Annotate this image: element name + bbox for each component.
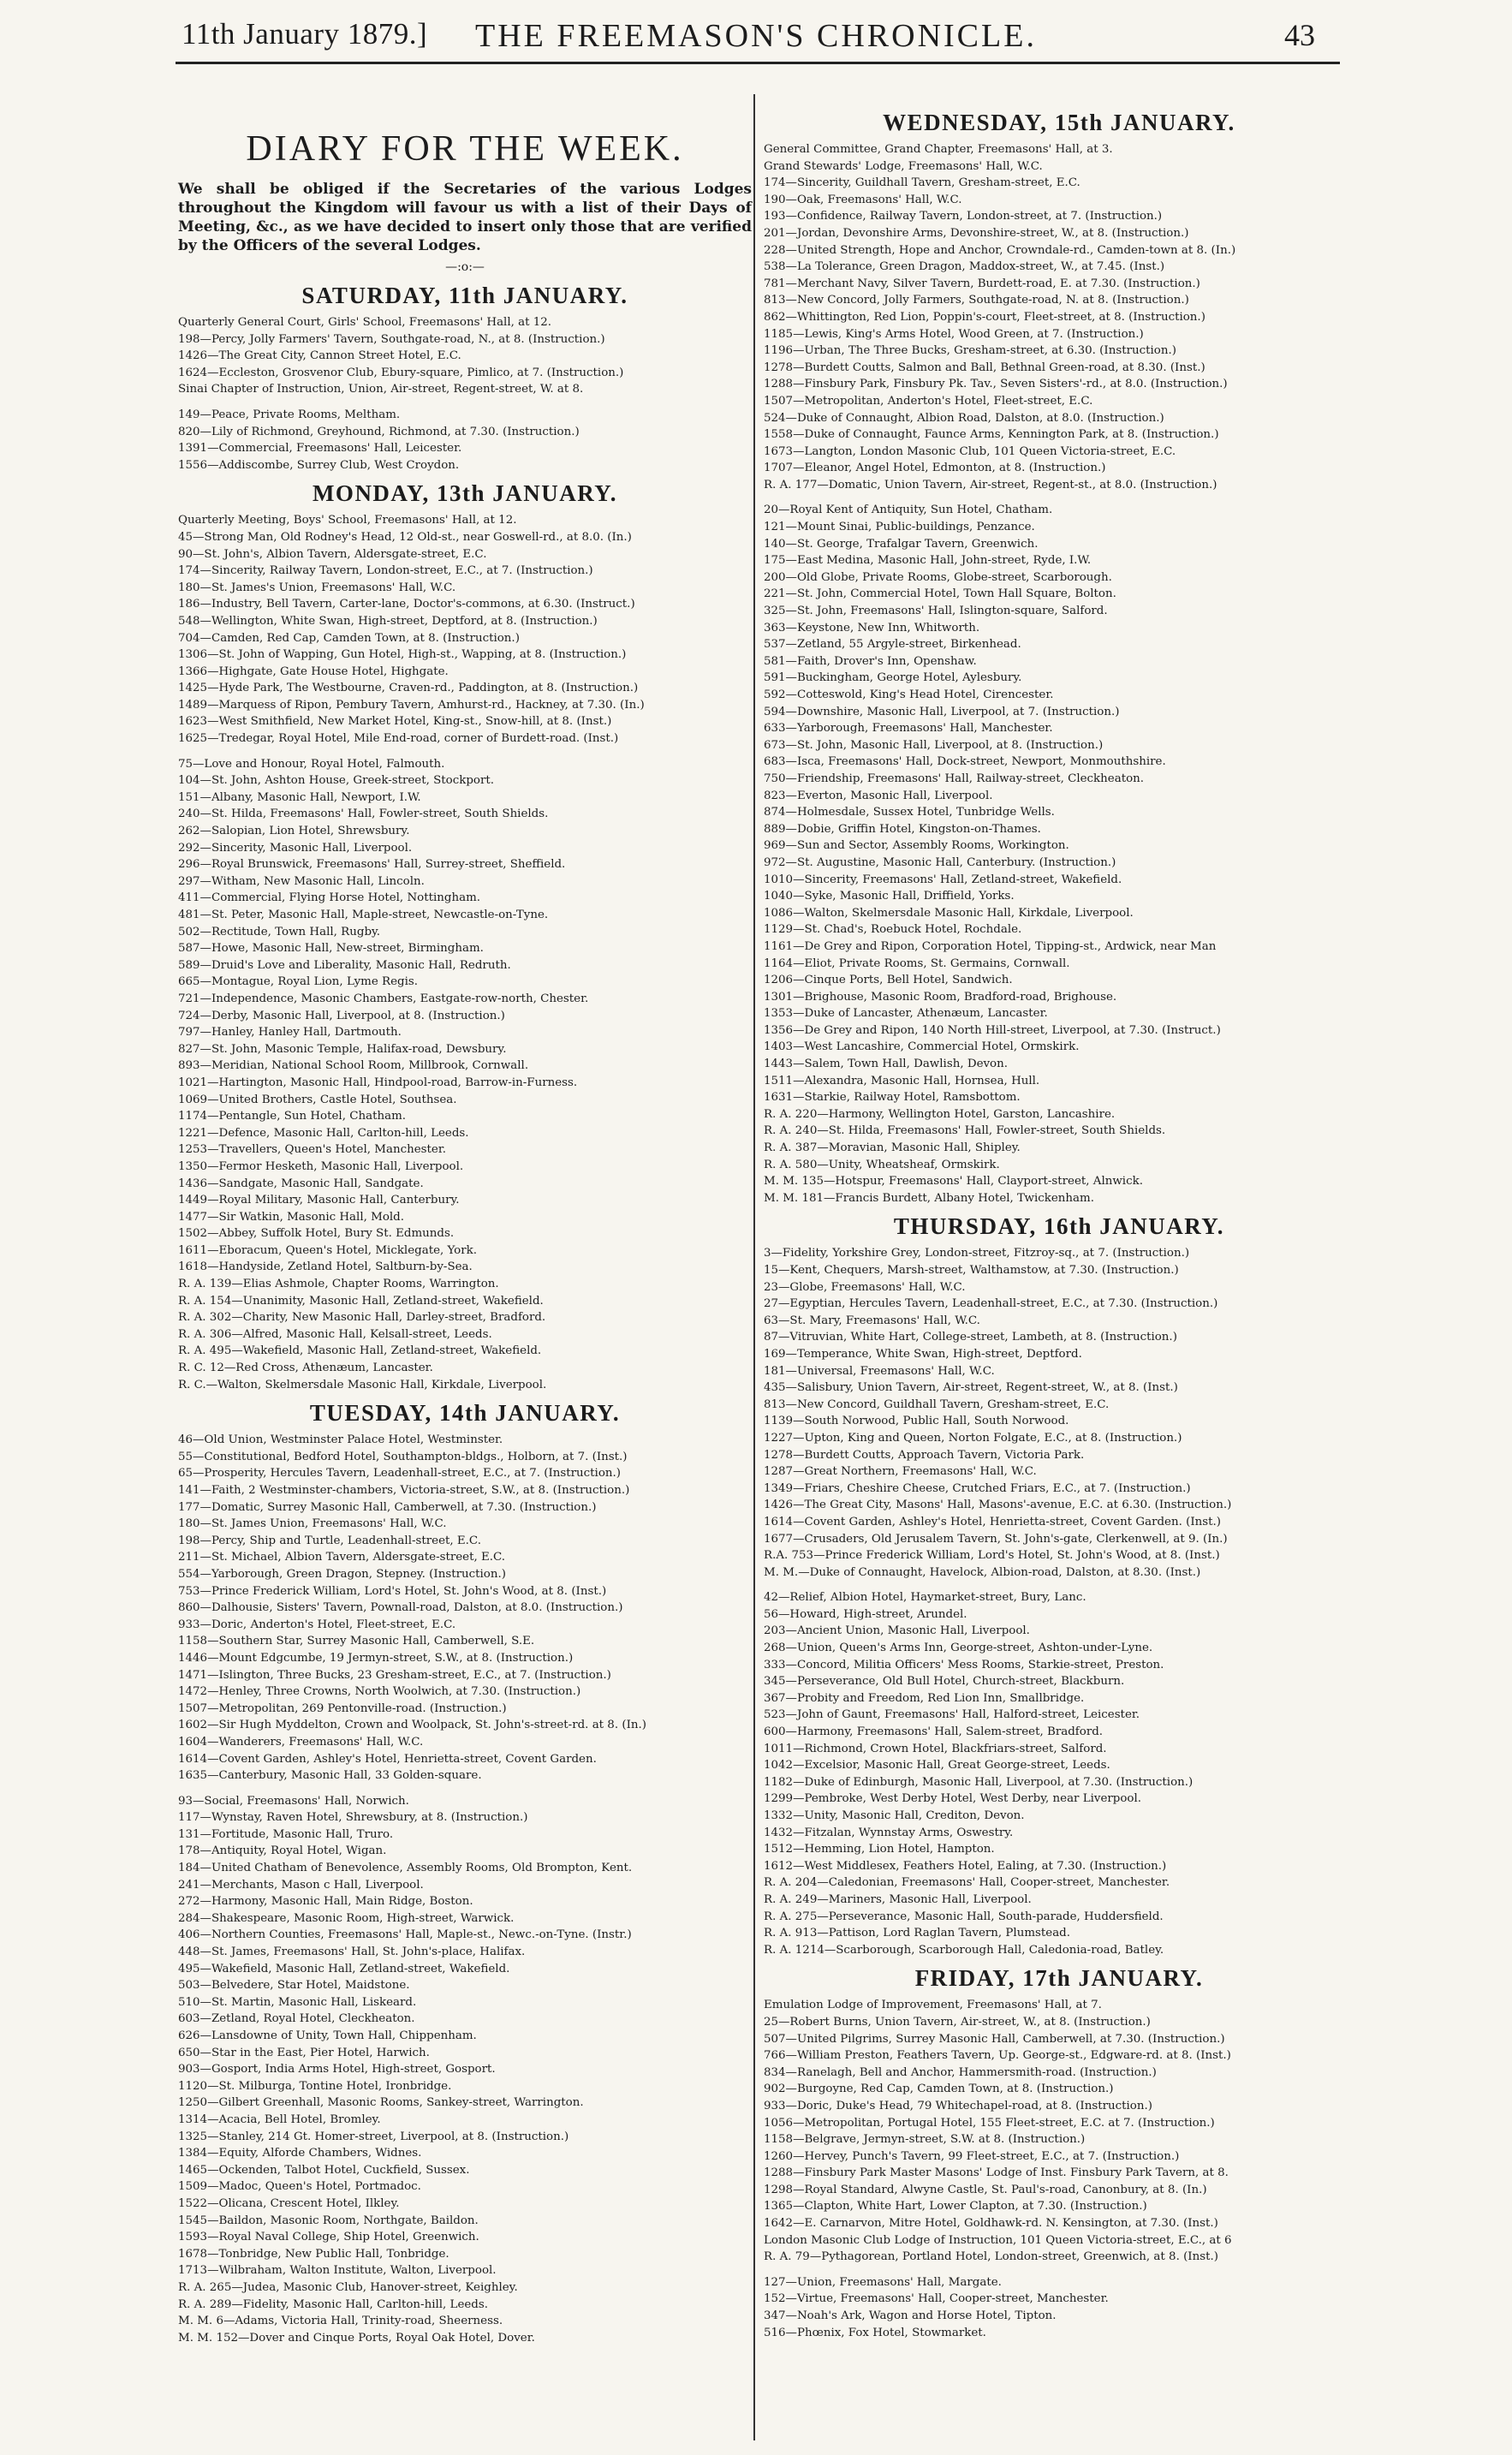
lodge-entry: 933—Doric, Anderton's Hotel, Fleet-street, E.C.	[178, 1618, 456, 1631]
lodge-entry: R. A. 289—Fidelity, Masonic Hall, Carlton-hill, Leeds.	[178, 2297, 489, 2311]
lodge-entry: 23—Globe, Freemasons' Hall, W.C.	[764, 1280, 966, 1294]
lodge-entry: 827—St. John, Masonic Temple, Halifax-road, Dewsbury.	[178, 1042, 507, 1056]
lodge-entry: M. M.—Duke of Connaught, Havelock, Albion-road, Dalston, at 8.30. (Inst.)	[764, 1565, 1201, 1579]
lodge-entry: 591—Buckingham, George Hotel, Aylesbury.	[764, 671, 1022, 685]
lodge-entry: 1301—Brighouse, Masonic Room, Bradford-road, Brighouse.	[764, 990, 1117, 1004]
lodge-entry: 600—Harmony, Freemasons' Hall, Salem-street, Bradford.	[764, 1725, 1104, 1739]
lodge-entry: 1446—Mount Edgcumbe, 19 Jermyn-street, S.W., at 8. (Instruction.)	[178, 1651, 574, 1665]
lodge-entry: 345—Perseverance, Old Bull Hotel, Church-street, Blackburn.	[764, 1675, 1125, 1689]
lodge-entry: 272—Harmony, Masonic Hall, Main Ridge, Boston.	[178, 1895, 473, 1909]
lodge-entry: 177—Domatic, Surrey Masonic Hall, Camberwell, at 7.30. (Instruction.)	[178, 1500, 597, 1514]
lodge-entry: 175—East Medina, Masonic Hall, John-street, Ryde, I.W.	[764, 554, 1092, 568]
lodge-entry: 1227—Upton, King and Queen, Norton Folgate, E.C., at 8. (Instruction.)	[764, 1431, 1182, 1445]
lodge-entry: Quarterly General Court, Girls' School, Freemasons' Hall, at 12.	[178, 316, 552, 329]
lodge-entry: R. A. 204—Caledonian, Freemasons' Hall, Cooper-street, Manchester.	[764, 1876, 1170, 1890]
lodge-entry: R. A. 1214—Scarborough, Scarborough Hall, Caledonia-road, Batley.	[764, 1943, 1164, 1957]
lodge-entry: 198—Percy, Ship and Turtle, Leadenhall-street, E.C.	[178, 1534, 481, 1547]
lodge-entry: 481—St. Peter, Masonic Hall, Maple-street, Newcastle-on-Tyne.	[178, 909, 549, 921]
lodge-entry: Quarterly Meeting, Boys' School, Freemasons' Hall, at 12.	[178, 514, 517, 527]
lodge-entry: M. M. 181—Francis Burdett, Albany Hotel, Twickenham.	[764, 1191, 1094, 1205]
lodge-entry: 1164—Eliot, Private Rooms, St. Germains, Cornwall.	[764, 956, 1070, 970]
lodge-entry: Sinai Chapter of Instruction, Union, Air-street, Regent-street, W. at 8.	[178, 383, 584, 396]
lodge-entry: 1611—Eboracum, Queen's Hotel, Micklegate, York.	[178, 1243, 478, 1257]
lodge-entry: 90—St. John's, Albion Tavern, Aldersgate-street, E.C.	[178, 547, 487, 561]
lodge-entry: 1443—Salem, Town Hall, Dawlish, Devon.	[764, 1058, 1009, 1071]
issue-date: 11th January 1879.]	[182, 17, 428, 51]
lodge-entry: 813—New Concord, Jolly Farmers, Southgate-road, N. at 8. (Instruction.)	[764, 294, 1189, 307]
lodge-entry: 1010—Sincerity, Freemasons' Hall, Zetland-street, Wakefield.	[764, 873, 1122, 886]
lodge-entry: R. A. 154—Unanimity, Masonic Hall, Zetland-street, Wakefield.	[178, 1294, 544, 1308]
lodge-entry: 174—Sincerity, Guildhall Tavern, Gresham-street, E.C.	[764, 176, 1080, 190]
lodge-entry: 1040—Syke, Masonic Hall, Driffield, Yorks.	[764, 890, 1015, 903]
lodge-entry: 860—Dalhousie, Sisters' Tavern, Pownall-road, Dalston, at 8.0. (Instruction.)	[178, 1601, 623, 1615]
lodge-entry: 1260—Hervey, Punch's Tavern, 99 Fleet-street, E.C., at 7. (Instruction.)	[764, 2149, 1180, 2163]
lodge-entry: 1353—Duke of Lancaster, Athenæum, Lancaster.	[764, 1007, 1048, 1021]
lodge-entry: 1512—Hemming, Lion Hotel, Hampton.	[764, 1843, 995, 1856]
lodge-entry: R. A. 275—Perseverance, Masonic Hall, South-parade, Huddersfield.	[764, 1910, 1164, 1923]
lodge-entry: 1502—Abbey, Suffolk Hotel, Bury St. Edmunds.	[178, 1227, 455, 1241]
lodge-entry: 1278—Burdett Coutts, Approach Tavern, Victoria Park.	[764, 1448, 1085, 1462]
lodge-entry: 284—Shakespeare, Masonic Room, High-street, Warwick.	[178, 1911, 515, 1925]
lodge-entry: M. M. 6—Adams, Victoria Hall, Trinity-road, Sheerness.	[178, 2315, 503, 2328]
lodge-entry: 1507—Metropolitan, Anderton's Hotel, Fleet-street, E.C.	[764, 394, 1093, 408]
lodge-entry: 1139—South Norwood, Public Hall, South Norwood.	[764, 1415, 1069, 1428]
group-spacer	[764, 2266, 1354, 2274]
group-spacer	[764, 493, 1354, 502]
lodge-entry: 524—Duke of Connaught, Albion Road, Dalston, at 8.0. (Instruction.)	[764, 411, 1164, 425]
lodge-entry: 325—St. John, Freemasons' Hall, Islington-square, Salford.	[764, 605, 1108, 618]
lodge-entry: 1129—St. Chad's, Roebuck Hotel, Rochdale.	[764, 923, 1022, 937]
lodge-entry: 1299—Pembroke, West Derby Hotel, West Derby, near Liverpool.	[764, 1792, 1142, 1806]
lodge-entry: 46—Old Union, Westminster Palace Hotel, Westminster.	[178, 1433, 503, 1447]
lodge-entry: 228—United Strength, Hope and Anchor, Crowndale-rd., Camden-town at 8. (In.)	[764, 243, 1236, 257]
lodge-entry: 1449—Royal Military, Masonic Hall, Canterbury.	[178, 1194, 460, 1207]
lodge-entry: 589—Druid's Love and Liberality, Masonic Hall, Redruth.	[178, 958, 511, 972]
lodge-entry: 1625—Tredegar, Royal Hotel, Mile End-road, corner of Burdett-road. (Inst.)	[178, 732, 619, 746]
lodge-entry: 268—Union, Queen's Arms Inn, George-street, Ashton-under-Lyne.	[764, 1642, 1153, 1655]
lodge-entry: 140—St. George, Trafalgar Tavern, Greenwich.	[764, 537, 1039, 551]
lodge-entry: 201—Jordan, Devonshire Arms, Devonshire-street, W., at 8. (Instruction.)	[764, 226, 1189, 240]
lodge-entry: 548—Wellington, White Swan, High-street, Deptford, at 8. (Instruction.)	[178, 614, 598, 628]
diary-intro: We shall be obliged if the Secretaries of the various Lodges throughout the Kingdom will favour us with a list of their Days of Meeting, &c., as we have decided to insert only those that are verified by the Officers of the several Lodges.	[178, 181, 752, 254]
lodge-entry: 180—St. James's Union, Freemasons' Hall, W.C.	[178, 581, 456, 594]
lodge-entry: 1287—Great Northern, Freemasons' Hall, W.C.	[764, 1465, 1037, 1479]
lodge-entry: 1278—Burdett Coutts, Salmon and Ball, Bethnal Green-road, at 8.30. (Inst.)	[764, 361, 1205, 374]
lodge-entry: 363—Keystone, New Inn, Whitworth.	[764, 621, 980, 635]
lodge-entry: R. A. 495—Wakefield, Masonic Hall, Zetland-street, Wakefield.	[178, 1344, 542, 1358]
lodge-entry: 603—Zetland, Royal Hotel, Cleckheaton.	[178, 2012, 415, 2026]
lodge-entry: 1618—Handyside, Zetland Hotel, Saltburn-by-Sea.	[178, 1260, 473, 1274]
lodge-entry: 502—Rectitude, Town Hall, Rugby.	[178, 925, 381, 939]
lodge-entry: 1713—Wilbraham, Walton Institute, Walton, Liverpool.	[178, 2264, 497, 2278]
lodge-entry: 241—Merchants, Mason c Hall, Liverpool.	[178, 1878, 424, 1892]
lodge-entry: 169—Temperance, White Swan, High-street, Deptford.	[764, 1347, 1082, 1361]
lodge-entry: R. A. 177—Domatic, Union Tavern, Air-street, Regent-st., at 8.0. (Instruction.)	[764, 478, 1217, 492]
lodge-entry: 1174—Pentangle, Sun Hotel, Chatham.	[178, 1110, 407, 1123]
lodge-entry: 180—St. James Union, Freemasons' Hall, W.C.	[178, 1517, 447, 1531]
lodge-entry: 1325—Stanley, 214 Gt. Homer-street, Liverpool, at 8. (Instruction.)	[178, 2130, 569, 2143]
lodge-entry: 1426—The Great City, Cannon Street Hotel, E.C.	[178, 349, 461, 363]
lodge-entry: 435—Salisbury, Union Tavern, Air-street, Regent-street, W., at 8. (Inst.)	[764, 1381, 1178, 1395]
lodge-entry: 753—Prince Frederick William, Lord's Hotel, St. John's Wood, at 8. (Inst.)	[178, 1584, 607, 1598]
lodge-entry: 1471—Islington, Three Bucks, 23 Gresham-street, E.C., at 7. (Instruction.)	[178, 1668, 611, 1682]
lodge-entry: 1556—Addiscombe, Surrey Club, West Croydon.	[178, 458, 460, 472]
lodge-entry: 587—Howe, Masonic Hall, New-street, Birmingham.	[178, 942, 484, 956]
lodge-entry: 87—Vitruvian, White Hart, College-street, Lambeth, at 8. (Instruction.)	[764, 1331, 1177, 1344]
lodge-entry: 592—Cotteswold, King's Head Hotel, Cirencester.	[764, 688, 1054, 701]
lodge-entry: 190—Oak, Freemasons' Hall, W.C.	[764, 193, 962, 206]
lodge-entry: R. A. 306—Alfred, Masonic Hall, Kelsall-street, Leeds.	[178, 1327, 492, 1341]
lodge-entry: 211—St. Michael, Albion Tavern, Aldersgate-street, E.C.	[178, 1551, 506, 1564]
lodge-entry: 45—Strong Man, Old Rodney's Head, 12 Old-st., near Goswell-rd., at 8.0. (In.)	[178, 530, 632, 544]
lodge-entry: 781—Merchant Navy, Silver Tavern, Burdett-road, E. at 7.30. (Instruction.)	[764, 277, 1200, 290]
lodge-entry: 1614—Covent Garden, Ashley's Hotel, Henrietta-street, Covent Garden. (Inst.)	[764, 1515, 1221, 1528]
lodge-entry: 1593—Royal Naval College, Ship Hotel, Greenwich.	[178, 2231, 479, 2244]
lodge-entry: 1425—Hyde Park, The Westbourne, Craven-rd., Paddington, at 8. (Instruction.)	[178, 682, 639, 695]
lodge-entry: 1120—St. Milburga, Tontine Hotel, Ironbridge.	[178, 2079, 452, 2093]
lodge-entry: 594—Downshire, Masonic Hall, Liverpool, at 7. (Instruction.)	[764, 705, 1120, 718]
lodge-entry: 766—William Preston, Feathers Tavern, Up. George-st., Edgware-rd. at 8. (Inst.)	[764, 2049, 1231, 2063]
lodge-entry: 516—Phœnix, Fox Hotel, Stowmarket.	[764, 2326, 986, 2339]
lodge-entry: 240—St. Hilda, Freemasons' Hall, Fowler-street, South Shields.	[178, 807, 549, 821]
lodge-entry: 893—Meridian, National School Room, Millbrook, Cornwall.	[178, 1059, 529, 1073]
lodge-entry: 1356—De Grey and Ripon, 140 North Hill-street, Liverpool, at 7.30. (Instruct.)	[764, 1023, 1221, 1037]
column-divider	[753, 94, 755, 2440]
day-heading: WEDNESDAY, 15th JANUARY.	[883, 110, 1235, 135]
lodge-entry: 554—Yarborough, Green Dragon, Stepney. (Instruction.)	[178, 1567, 506, 1581]
lodge-entry: 665—Montague, Royal Lion, Lyme Regis.	[178, 975, 419, 989]
section-thursday	[764, 1213, 1354, 1958]
left-column	[178, 128, 752, 2346]
lodge-entry: 1558—Duke of Connaught, Faunce Arms, Kennington Park, at 8. (Instruction.)	[764, 428, 1219, 442]
lodge-entry: 1350—Fermor Hesketh, Masonic Hall, Liverpool.	[178, 1159, 464, 1173]
lodge-entry: 121—Mount Sinai, Public-buildings, Penzance.	[764, 521, 1035, 534]
lodge-entry: 127—Union, Freemasons' Hall, Margate.	[764, 2275, 1002, 2289]
lodge-entry: R. A. 240—St. Hilda, Freemasons' Hall, Fowler-street, South Shields.	[764, 1124, 1166, 1138]
lodge-entry: 903—Gosport, India Arms Hotel, High-street, Gosport.	[178, 2063, 496, 2077]
lodge-entry: 1306—St. John of Wapping, Gun Hotel, High-st., Wapping, at 8. (Instruction.)	[178, 648, 627, 662]
lodge-entry: General Committee, Grand Chapter, Freemasons' Hall, at 3.	[764, 143, 1113, 156]
lodge-entry: 20—Royal Kent of Antiquity, Sun Hotel, Chatham.	[764, 504, 1053, 517]
lodge-entry: 203—Ancient Union, Masonic Hall, Liverpool.	[764, 1624, 1030, 1638]
ornament-divider: —:o:—	[445, 260, 485, 274]
lodge-entry: 1673—Langton, London Masonic Club, 101 Queen Victoria-street, E.C.	[764, 444, 1176, 458]
lodge-entry: R. C.—Walton, Skelmersdale Masonic Hall, Kirkdale, Liverpool.	[178, 1378, 547, 1391]
lodge-entry: 1158—Belgrave, Jermyn-street, S.W. at 8. (Instruction.)	[764, 2133, 1086, 2147]
lodge-entry: 933—Doric, Duke's Head, 79 Whitechapel-road, at 8. (Instruction.)	[764, 2099, 1152, 2112]
day-heading: SATURDAY, 11th JANUARY.	[301, 283, 628, 308]
lodge-entry: Emulation Lodge of Improvement, Freemasons' Hall, at 7.	[764, 1999, 1102, 2012]
lodge-entry: 1614—Covent Garden, Ashley's Hotel, Henrietta-street, Covent Garden.	[178, 1752, 597, 1766]
lodge-entry: 1196—Urban, The Three Bucks, Gresham-street, at 6.30. (Instruction.)	[764, 344, 1176, 358]
lodge-entry: 1436—Sandgate, Masonic Hall, Sandgate.	[178, 1177, 424, 1190]
day-heading: TUESDAY, 14th JANUARY.	[309, 1400, 621, 1427]
lodge-entry: 650—Star in the East, Pier Hotel, Harwich.	[178, 2046, 430, 2059]
lodge-entry: 55—Constitutional, Bedford Hotel, Southampton-bldgs., Holborn, at 7. (Inst.)	[178, 1450, 628, 1463]
lodge-entry: 1365—Clapton, White Hart, Lower Clapton, at 7.30. (Instruction.)	[764, 2200, 1147, 2214]
lodge-entry: 834—Ranelagh, Bell and Anchor, Hammersmith-road. (Instruction.)	[764, 2065, 1157, 2079]
lodge-entry: 1489—Marquess of Ripon, Pembury Tavern, Amhurst-rd., Hackney, at 7.30. (In.)	[178, 698, 645, 712]
right-column	[764, 103, 1354, 2341]
lodge-entry: 131—Fortitude, Masonic Hall, Truro.	[178, 1827, 394, 1841]
lodge-entry: 1472—Henley, Three Crowns, North Woolwich, at 7.30. (Instruction.)	[178, 1685, 581, 1699]
lodge-entry: 448—St. James, Freemasons' Hall, St. John's-place, Halifax.	[178, 1946, 526, 1959]
lodge-entry: 1314—Acacia, Bell Hotel, Bromley.	[178, 2112, 381, 2126]
lodge-entry: 1642—E. Carnarvon, Mitre Hotel, Goldhawk-rd. N. Kensington, at 7.30. (Inst.)	[764, 2217, 1218, 2231]
lodge-entry: 1250—Gilbert Greenhall, Masonic Rooms, Sankey-street, Warrington.	[178, 2096, 584, 2110]
lodge-entry: R. A. 220—Harmony, Wellington Hotel, Garston, Lancashire.	[764, 1107, 1116, 1121]
lodge-entry: 626—Lansdowne of Unity, Town Hall, Chippenham.	[178, 2029, 477, 2042]
lodge-entry: 193—Confidence, Railway Tavern, London-street, at 7. (Instruction.)	[764, 210, 1163, 223]
lodge-entry: 15—Kent, Chequers, Marsh-street, Walthamstow, at 7.30. (Instruction.)	[764, 1264, 1179, 1277]
lodge-entry: 1021—Hartington, Masonic Hall, Hindpool-road, Barrow-in-Furness.	[178, 1076, 578, 1089]
lodge-entry: 1206—Cinque Ports, Bell Hotel, Sandwich.	[764, 974, 1013, 987]
lodge-entry: 149—Peace, Private Rooms, Meltham.	[178, 408, 401, 421]
lodge-entry: 1604—Wanderers, Freemasons' Hall, W.C.	[178, 1735, 424, 1749]
lodge-entry: 1545—Baildon, Masonic Room, Northgate, Baildon.	[178, 2214, 479, 2227]
day-heading: FRIDAY, 17th JANUARY.	[914, 1965, 1204, 1992]
lodge-entry: 1509—Madoc, Queen's Hotel, Portmadoc.	[178, 2180, 421, 2194]
lodge-entry: 1384—Equity, Alforde Chambers, Widnes.	[178, 2147, 422, 2160]
lodge-entry: 151—Albany, Masonic Hall, Newport, I.W.	[178, 790, 421, 804]
lodge-entry: 152—Virtue, Freemasons' Hall, Cooper-street, Manchester.	[764, 2292, 1109, 2306]
lodge-entry: 117—Wynstay, Raven Hotel, Shrewsbury, at 8. (Instruction.)	[178, 1811, 528, 1825]
day-heading: THURSDAY, 16th JANUARY.	[893, 1213, 1225, 1240]
lodge-entry: Grand Stewards' Lodge, Freemasons' Hall, W.C.	[764, 159, 1043, 173]
lodge-entry: 1678—Tonbridge, New Public Hall, Tonbridge.	[178, 2247, 449, 2261]
lodge-entry: 1253—Travellers, Queen's Hotel, Manchester.	[178, 1143, 447, 1157]
lodge-entry: 969—Sun and Sector, Assembly Rooms, Workington.	[764, 839, 1069, 853]
lodge-entry: 25—Robert Burns, Union Tavern, Air-street, W., at 8. (Instruction.)	[764, 2015, 1151, 2029]
lodge-entry: 411—Commercial, Flying Horse Hotel, Nottingham.	[178, 891, 481, 905]
lodge-entry: 104—St. John, Ashton House, Greek-street, Stockport.	[178, 774, 495, 788]
lodge-entry: 1086—Walton, Skelmersdale Masonic Hall, Kirkdale, Liverpool.	[764, 906, 1134, 920]
group-spacer	[178, 1785, 752, 1793]
lodge-entry: 537—Zetland, 55 Argyle-street, Birkenhead.	[764, 638, 1021, 652]
lodge-entry: 1288—Finsbury Park Master Masons' Lodge of Inst. Finsbury Park Tavern, at 8.	[764, 2166, 1229, 2180]
lodge-entry: 1465—Ockenden, Talbot Hotel, Cuckfield, Sussex.	[178, 2163, 470, 2177]
lodge-entry: 262—Salopian, Lion Hotel, Shrewsbury.	[178, 825, 410, 838]
section-saturday	[178, 283, 752, 474]
lodge-entry: 221—St. John, Commercial Hotel, Town Hall Square, Bolton.	[764, 587, 1116, 601]
lodge-entry: R. A. 265—Judea, Masonic Club, Hanover-street, Keighley.	[178, 2280, 518, 2294]
lodge-entry: 1332—Unity, Masonic Hall, Crediton, Devon.	[764, 1809, 1025, 1822]
lodge-entry: 750—Friendship, Freemasons' Hall, Railway-street, Cleckheaton.	[764, 772, 1145, 785]
lodge-entry: 1182—Duke of Edinburgh, Masonic Hall, Liverpool, at 7.30. (Instruction.)	[764, 1775, 1194, 1789]
lodge-entry: 673—St. John, Masonic Hall, Liverpool, at 8. (Instruction.)	[764, 738, 1104, 752]
lodge-entry: 704—Camden, Red Cap, Camden Town, at 8. (Instruction.)	[178, 631, 520, 645]
lodge-entry: 889—Dobie, Griffin Hotel, Kingston-on-Thames.	[764, 822, 1041, 836]
lodge-entry: R. A. 302—Charity, New Masonic Hall, Darley-street, Bradford.	[178, 1311, 546, 1325]
lodge-entry: 181—Universal, Freemasons' Hall, W.C.	[764, 1364, 995, 1378]
lodge-entry: R. A. 139—Elias Ashmole, Chapter Rooms, Warrington.	[178, 1278, 499, 1291]
lodge-entry: 296—Royal Brunswick, Freemasons' Hall, Surrey-street, Sheffield.	[178, 858, 566, 872]
lodge-entry: 141—Faith, 2 Westminster-chambers, Victoria-street, S.W., at 8. (Instruction.)	[178, 1484, 630, 1497]
lodge-entry: 1391—Commercial, Freemasons' Hall, Leicester.	[178, 442, 462, 456]
lodge-entry: 1221—Defence, Masonic Hall, Carlton-hill, Leeds.	[178, 1126, 469, 1140]
lodge-entry: 56—Howard, High-street, Arundel.	[764, 1607, 967, 1621]
header-rule	[176, 62, 1340, 64]
lodge-entry: 523—John of Gaunt, Freemasons' Hall, Halford-street, Leicester.	[764, 1708, 1140, 1722]
section-wednesday	[764, 110, 1354, 1207]
lodge-entry: 1677—Crusaders, Old Jerusalem Tavern, St. John's-gate, Clerkenwell, at 9. (In.)	[764, 1532, 1228, 1546]
lodge-entry: 1707—Eleanor, Angel Hotel, Edmonton, at 8. (Instruction.)	[764, 462, 1106, 475]
lodge-entry: 200—Old Globe, Private Rooms, Globe-street, Scarborough.	[764, 570, 1112, 584]
lodge-entry: R. A. 79—Pythagorean, Portland Hotel, London-street, Greenwich, at 8. (Inst.)	[764, 2250, 1218, 2264]
lodge-entry: 178—Antiquity, Royal Hotel, Wigan.	[178, 1844, 387, 1858]
lodge-entry: 1011—Richmond, Crown Hotel, Blackfriars-street, Salford.	[764, 1742, 1107, 1755]
lodge-entry: 1288—Finsbury Park, Finsbury Pk. Tav., Seven Sisters'-rd., at 8.0. (Instruction.)	[764, 378, 1228, 391]
lodge-entry: M. M. 135—Hotspur, Freemasons' Hall, Clayport-street, Alnwick.	[764, 1175, 1143, 1189]
lodge-entry: M. M. 152—Dover and Cinque Ports, Royal Oak Hotel, Dover.	[178, 2331, 535, 2345]
lodge-entry: R.A. 753—Prince Frederick William, Lord's Hotel, St. John's Wood, at 8. (Inst.)	[764, 1549, 1220, 1563]
lodge-entry: 874—Holmesdale, Sussex Hotel, Tunbridge Wells.	[764, 806, 1055, 819]
section-friday	[764, 1965, 1354, 2341]
lodge-entry: R. A. 580—Unity, Wheatsheaf, Ormskirk.	[764, 1158, 1000, 1171]
lodge-entry: 1432—Fitzalan, Wynnstay Arms, Oswestry.	[764, 1826, 1014, 1839]
lodge-entry: 820—Lily of Richmond, Greyhound, Richmond, at 7.30. (Instruction.)	[178, 425, 580, 438]
lodge-entry: 174—Sincerity, Railway Tavern, London-street, E.C., at 7. (Instruction.)	[178, 564, 593, 578]
lodge-entry: 297—Witham, New Masonic Hall, Lincoln.	[178, 874, 425, 888]
lodge-entry: 902—Burgoyne, Red Cap, Camden Town, at 8. (Instruction.)	[764, 2083, 1114, 2096]
lodge-entry: 633—Yarborough, Freemasons' Hall, Manchester.	[764, 722, 1053, 736]
lodge-entry: 972—St. Augustine, Masonic Hall, Canterbury. (Instruction.)	[764, 855, 1116, 869]
lodge-entry: 1366—Highgate, Gate House Hotel, Highgate.	[178, 664, 449, 678]
lodge-entry: R. A. 249—Mariners, Masonic Hall, Liverpool.	[764, 1892, 1032, 1906]
diary-title: DIARY FOR THE WEEK.	[246, 129, 684, 169]
group-spacer	[178, 398, 752, 407]
lodge-entry: 1511—Alexandra, Masonic Hall, Hornsea, Hull.	[764, 1074, 1040, 1087]
day-heading: MONDAY, 13th JANUARY.	[312, 480, 618, 507]
lodge-entry: 1349—Friars, Cheshire Cheese, Crutched Friars, E.C., at 7. (Instruction.)	[764, 1481, 1191, 1495]
lodge-entry: 495—Wakefield, Masonic Hall, Zetland-street, Wakefield.	[178, 1962, 510, 1975]
lodge-entry: 507—United Pilgrims, Surrey Masonic Hall, Camberwell, at 7.30. (Instruction.)	[764, 2032, 1225, 2046]
lodge-entry: 721—Independence, Masonic Chambers, Eastgate-row-north, Chester.	[178, 992, 589, 1005]
lodge-entry: 797—Hanley, Hanley Hall, Dartmouth.	[178, 1026, 402, 1040]
lodge-entry: 1056—Metropolitan, Portugal Hotel, 155 Fleet-street, E.C. at 7. (Instruction.)	[764, 2116, 1215, 2130]
lodge-entry: R. C. 12—Red Cross, Athenæum, Lancaster.	[178, 1362, 433, 1375]
lodge-entry: R. A. 913—Pattison, Lord Raglan Tavern, Plumstead.	[764, 1927, 1071, 1940]
lodge-entry: 724—Derby, Masonic Hall, Liverpool, at 8. (Instruction.)	[178, 1009, 505, 1022]
lodge-entry: 65—Prosperity, Hercules Tavern, Leadenhall-street, E.C., at 7. (Instruction.)	[178, 1467, 621, 1481]
lodge-entry: 42—Relief, Albion Hotel, Haymarket-street, Bury, Lanc.	[764, 1591, 1086, 1605]
lodge-entry: 1298—Royal Standard, Alwyne Castle, St. Paul's-road, Canonbury, at 8. (In.)	[764, 2183, 1207, 2196]
lodge-entry: 823—Everton, Masonic Hall, Liverpool.	[764, 789, 993, 802]
lodge-entry: 27—Egyptian, Hercules Tavern, Leadenhall-street, E.C., at 7.30. (Instruction.)	[764, 1297, 1218, 1311]
lodge-entry: 1507—Metropolitan, 269 Pentonville-road. (Instruction.)	[178, 1701, 507, 1715]
lodge-entry: 1161—De Grey and Ripon, Corporation Hotel, Tipping-st., Ardwick, near Man	[764, 939, 1217, 953]
lodge-entry: 347—Noah's Ark, Wagon and Horse Hotel, Tipton.	[764, 2309, 1057, 2323]
lodge-entry: 1158—Southern Star, Surrey Masonic Hall, Camberwell, S.E.	[178, 1635, 535, 1648]
lodge-entry: 1631—Starkie, Railway Hotel, Ramsbottom.	[764, 1091, 1021, 1105]
section-monday	[178, 480, 752, 1393]
lodge-entry: 813—New Concord, Guildhall Tavern, Gresham-street, E.C.	[764, 1397, 1110, 1411]
group-spacer	[178, 748, 752, 756]
lodge-entry: 63—St. Mary, Freemasons' Hall, W.C.	[764, 1314, 980, 1327]
lodge-entry: 1426—The Great City, Masons' Hall, Masons'-avenue, E.C. at 6.30. (Instruction.)	[764, 1499, 1232, 1512]
lodge-entry: 75—Love and Honour, Royal Hotel, Falmouth.	[178, 757, 445, 771]
lodge-entry: 1623—West Smithfield, New Market Hotel, King-st., Snow-hill, at 8. (Inst.)	[178, 715, 612, 729]
lodge-entry: 1624—Eccleston, Grosvenor Club, Ebury-square, Pimlico, at 7. (Instruction.)	[178, 366, 624, 379]
lodge-entry: 538—La Tolerance, Green Dragon, Maddox-street, W., at 7.45. (Inst.)	[764, 260, 1165, 274]
lodge-entry: 1635—Canterbury, Masonic Hall, 33 Golden-square.	[178, 1769, 482, 1783]
lodge-entry: 93—Social, Freemasons' Hall, Norwich.	[178, 1794, 409, 1808]
lodge-entry: 184—United Chatham of Benevolence, Assembly Rooms, Old Brompton, Kent.	[178, 1862, 633, 1875]
section-tuesday	[178, 1400, 752, 2346]
lodge-entry: 3—Fidelity, Yorkshire Grey, London-street, Fitzroy-sq., at 7. (Instruction.)	[764, 1247, 1190, 1260]
lodge-entry: R. A. 387—Moravian, Masonic Hall, Shipley.	[764, 1141, 1021, 1155]
lodge-entry: 683—Isca, Freemasons' Hall, Dock-street, Newport, Monmouthshire.	[764, 755, 1166, 769]
lodge-entry: 198—Percy, Jolly Farmers' Tavern, Southgate-road, N., at 8. (Instruction.)	[178, 332, 605, 346]
lodge-entry: 1602—Sir Hugh Myddelton, Crown and Woolpack, St. John's-street-rd. at 8. (In.)	[178, 1719, 646, 1732]
lodge-entry: 581—Faith, Drover's Inn, Openshaw.	[764, 654, 977, 668]
lodge-entry: 1069—United Brothers, Castle Hotel, Southsea.	[178, 1093, 457, 1106]
lodge-entry: 367—Probity and Freedom, Red Lion Inn, Smallbridge.	[764, 1691, 1085, 1705]
page-number: 43	[1284, 18, 1315, 52]
lodge-entry: 186—Industry, Bell Tavern, Carter-lane, Doctor's-commons, at 6.30. (Instruct.)	[178, 598, 635, 611]
lodge-entry: 503—Belvedere, Star Hotel, Maidstone.	[178, 1979, 410, 1993]
lodge-entry: 292—Sincerity, Masonic Hall, Liverpool.	[178, 841, 413, 855]
lodge-entry: 510—St. Martin, Masonic Hall, Liskeard.	[178, 1995, 417, 2009]
lodge-entry: 1403—West Lancashire, Commercial Hotel, Ormskirk.	[764, 1040, 1080, 1054]
newspaper-title: THE FREEMASON'S CHRONICLE.	[475, 18, 1037, 54]
lodge-entry: 1612—West Middlesex, Feathers Hotel, Ealing, at 7.30. (Instruction.)	[764, 1859, 1167, 1873]
lodge-entry: 333—Concord, Militia Officers' Mess Rooms, Starkie-street, Preston.	[764, 1658, 1164, 1671]
lodge-entry: 406—Northern Counties, Freemasons' Hall, Maple-st., Newc.-on-Tyne. (Instr.)	[178, 1928, 632, 1942]
page-header	[0, 9, 1512, 69]
lodge-entry: 862—Whittington, Red Lion, Poppin's-court, Fleet-street, at 8. (Instruction.)	[764, 310, 1205, 324]
lodge-entry: 1042—Excelsior, Masonic Hall, Great George-street, Leeds.	[764, 1759, 1110, 1773]
lodge-entry: 1522—Olicana, Crescent Hotel, Ilkley.	[178, 2196, 400, 2210]
group-spacer	[764, 1581, 1354, 1589]
lodge-entry: 1477—Sir Watkin, Masonic Hall, Mold.	[178, 1210, 404, 1224]
lodge-entry: 1185—Lewis, King's Arms Hotel, Wood Green, at 7. (Instruction.)	[764, 327, 1144, 341]
lodge-entry: London Masonic Club Lodge of Instruction, 101 Queen Victoria-street, E.C., at 6	[764, 2233, 1232, 2247]
